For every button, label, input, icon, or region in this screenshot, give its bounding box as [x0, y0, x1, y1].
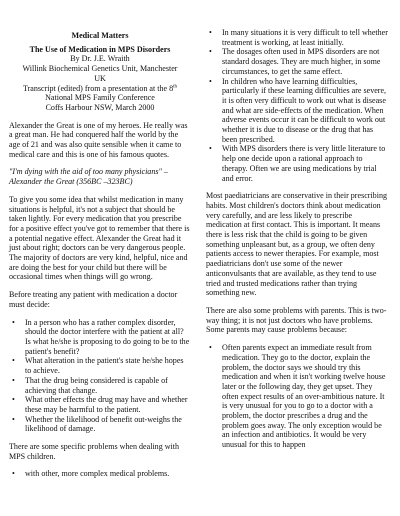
bullet-icon: • — [12, 317, 15, 327]
right-column — [206, 28, 388, 450]
list-item: • with other, more complex medical problems. — [12, 469, 170, 479]
list-item: • In a person who has a rather complex disorder, should the doctor interfere with the patient at all? Is what he/she is proposing to do going to be to the patient's benefit? — [12, 317, 190, 356]
bullet-icon: • — [209, 343, 212, 353]
bullet-icon: • — [209, 76, 212, 86]
list-item: • What other effects the drug may have and whether these may be harmful to the patient. — [12, 395, 188, 414]
bullet-icon: • — [12, 469, 15, 479]
bullet-icon: • — [12, 375, 15, 385]
intro-paragraph: Alexander the Great is one of my heroes. He really was a great man. He had conquered half the world by the age of 21 and was also quite sensible when it came to medical care and this is one of his famous quotes. — [9, 120, 188, 159]
venue-line: Coffs Harbour NSW, March 2000 — [45, 102, 155, 112]
problems-list — [9, 469, 191, 479]
affiliation-line: Willink Biochemical Genetics Unit, Manchester — [22, 64, 178, 74]
list-item: • In children who have learning difficulties, particularly if these learning difficulties are severe, it is often very difficult to work out what is disease and what are side-effects of the medication. When adverse events occur it can be difficult to work out whether it is due to disease or the drug that has been prescribed. — [209, 76, 387, 144]
list-item: • Often parents expect an immediate result from medication. They go to the doctor, explain the problem, the doctor says we should try this medication and when it isn't working twelve house later or the following day, they get upset. They often expect results of an over-ambitious nature. It is very unusual for you to go to a doctor with a problem, the doctor prescribes a drug and the problem goes away. The only exception would be an infection and antibiotics. It would be very unusual for this to happen — [209, 343, 386, 450]
body-paragraph: Most paediatricians are conservative in their prescribing habits. Most children's doctors think about medication very carefully, and are less likely to prescribe medication at first contact. This is important. It means there is less risk that the child is going to be given something unpleasant but, as a group, we often deny patients access to newer therapies. For example, most paediatricians don't use some of the newer anticonvulsants that are available, as they tend to use tried and trusted medications rather than trying something new. — [206, 191, 387, 298]
list-item: • With MPS disorders there is very little literature to help one decide upon a rational approach to therapy. Often we are using medications by trial and error. — [209, 144, 386, 183]
list-item: • What alteration in the patient's state he/she hopes to achieve. — [12, 356, 184, 376]
article-title: Medical Matters — [71, 31, 129, 40]
body-paragraph: Before treating any patient with medication a doctor must decide: — [9, 290, 178, 309]
body-paragraph: There are also some problems with parents. This is two-way thing; it is not just doctors who have problems. Some parents may cause problems because: — [206, 305, 387, 335]
alexander-quote: "I'm dying with the aid of too many physicians" – Alexander the Great (356BC –323BC) — [9, 167, 168, 187]
body-paragraph: To give you some idea that whilst medication in many situations is helpful, it's not a subject that should be taken lightly. For every medication that you prescribe for a positive effect you've got to remember that there is a potential negative effect. Alexander the Great had it just about right; doctors can be very dangerous people. The majority of doctors are very kind, helpful, nice and are doing the best for your child but there will be occasional times when things will go wrong. — [9, 194, 190, 282]
bullet-icon: • — [209, 47, 212, 57]
list-item: • Whether the likelihood of benefit out-weighs the likelihood of damage. — [12, 414, 182, 434]
author-line: By Dr. J.E. Wraith — [70, 54, 130, 64]
bullet-icon: • — [12, 356, 15, 366]
bullet-icon: • — [209, 28, 212, 37]
bullet-icon: • — [12, 414, 15, 424]
article-subtitle: The Use of Medication in MPS Disorders — [29, 44, 171, 54]
country-line: UK — [94, 73, 106, 83]
body-paragraph: There are some specific problems when dealing with MPS children. — [9, 442, 180, 461]
list-item: • The dosages often used in MPS disorders are not standard dosages. They are much higher, in some circumstances, to get the same effect. — [209, 47, 381, 76]
list-item: • In many situations it is very difficult to tell whether treatment is working, at least initially. — [209, 28, 388, 47]
bullet-icon: • — [209, 144, 212, 154]
transcript-line: Transcript (edited) from a presentation at the 8th — [23, 83, 177, 93]
list-item: • That the drug being considered is capable of achieving that change. — [12, 375, 168, 395]
bullet-icon: • — [12, 395, 15, 405]
conference-line: National MPS Family Conference — [45, 93, 155, 103]
decision-list — [9, 318, 191, 434]
problems-list-continued — [206, 28, 388, 183]
parent-problems-list — [206, 343, 388, 450]
left-column — [9, 31, 191, 479]
